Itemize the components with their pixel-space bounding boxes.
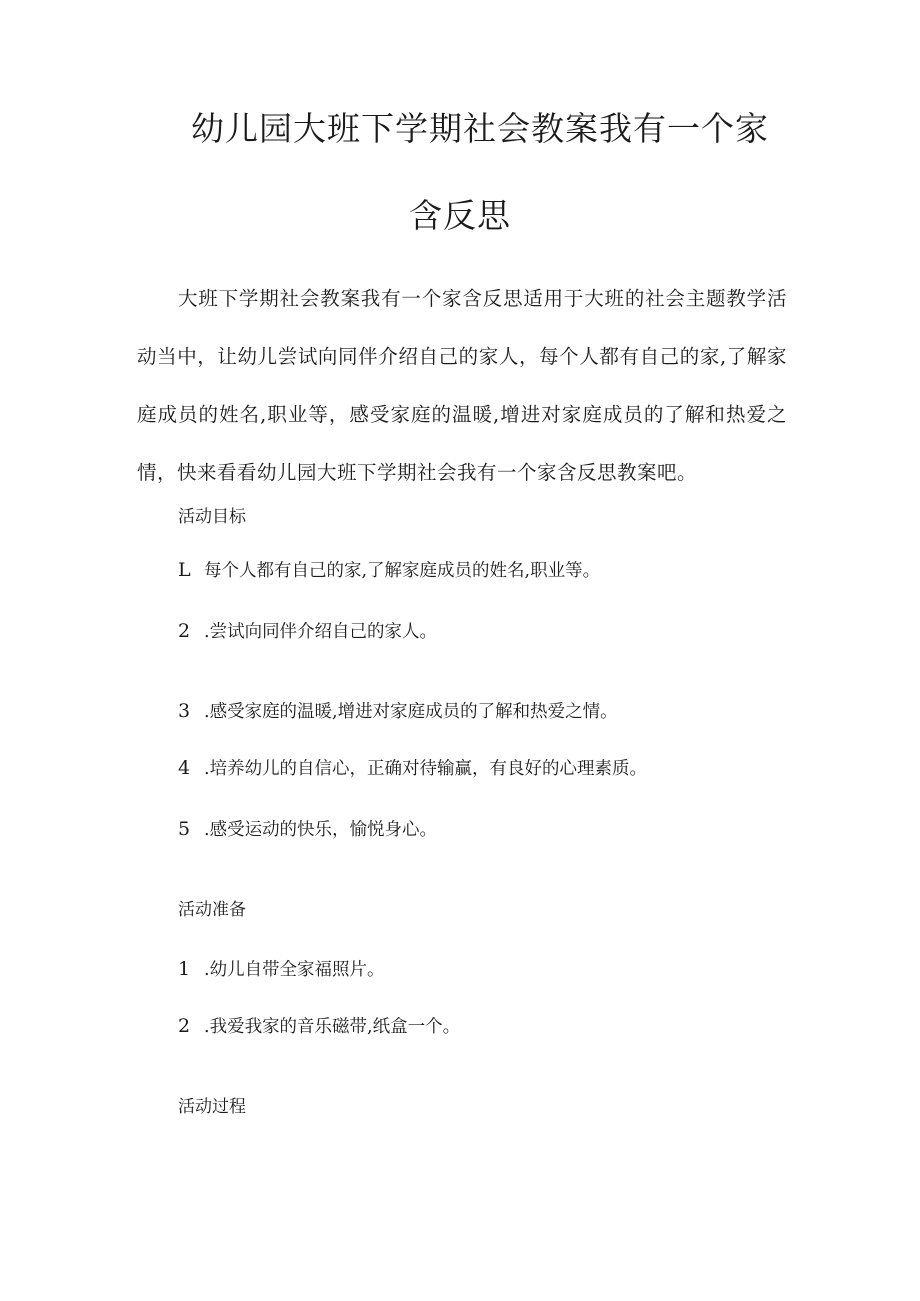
goal-item-number: 5 — [178, 818, 191, 840]
goal-item-5 — [178, 815, 437, 844]
goal-item-1 — [178, 556, 600, 585]
goal-item-text: .尝试向同伴介绍自己的家人。 — [204, 622, 438, 642]
preparation-item-text: .我爱我家的音乐磁带,纸盒一个。 — [204, 1017, 461, 1037]
document-title-line-1: 幼儿园大班下学期社会教案我有一个家 — [191, 109, 769, 148]
goal-item-4 — [178, 754, 647, 783]
goal-item-text: .感受家庭的温暖,增进对家庭成员的了解和热爱之情。 — [204, 702, 618, 722]
document-title-line-2: 含反思 — [409, 196, 511, 235]
goal-item-number: 3 — [178, 700, 191, 722]
goals-heading: 活动目标 — [178, 507, 246, 527]
preparation-heading: 活动准备 — [178, 900, 246, 920]
goal-item-number: L — [178, 559, 191, 581]
goal-item-text: .感受运动的快乐，愉悦身心。 — [204, 820, 438, 840]
intro-paragraph: 大班下学期社会教案我有一个家含反思适用于大班的社会主题教学活动当中，让幼儿尝试向同伴介绍自己的家人，每个人都有自己的家,了解家庭成员的姓名,职业等，感受家庭的温暖,增进对家庭成员的了解和热爱之情，快来看看幼儿园大班下学期社会我有一个家含反思教案吧。 — [137, 287, 787, 484]
goal-item-2 — [178, 617, 437, 646]
goal-item-text: .培养幼儿的自信心，正确对待输赢，有良好的心理素质。 — [204, 759, 648, 779]
preparation-item-number: 1 — [178, 958, 191, 980]
goal-item-number: 4 — [178, 757, 191, 779]
preparation-item-2 — [178, 1012, 460, 1041]
preparation-item-text: .幼儿自带全家福照片。 — [204, 960, 385, 980]
goal-item-text: 每个人都有自己的家,了解家庭成员的姓名,职业等。 — [204, 561, 601, 581]
goal-item-3 — [178, 697, 618, 726]
preparation-item-1 — [178, 955, 385, 984]
goal-item-number: 2 — [178, 620, 191, 642]
preparation-item-number: 2 — [178, 1015, 191, 1037]
process-heading: 活动过程 — [178, 1097, 246, 1117]
